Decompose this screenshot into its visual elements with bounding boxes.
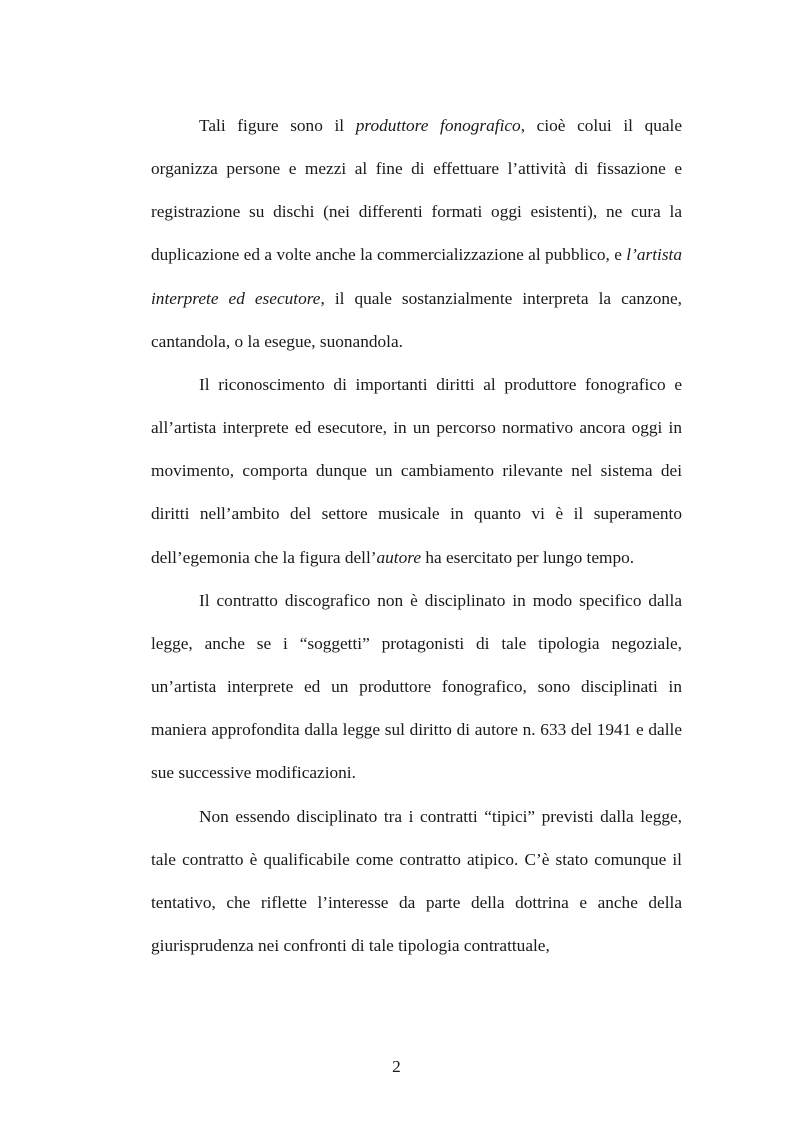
italic-term: produttore fonografico [355,116,521,135]
text-body [151,104,682,967]
page-number: 2 [392,1057,401,1076]
paragraph [151,795,682,968]
paragraph [151,104,682,363]
text-run: Tali figure sono il [199,116,356,135]
text-run: Il riconoscimento di importanti diritti al produttore fonografico e all’artista interprete ed esecutore, in un percorso normativo ancora oggi in movimento, comporta dunque un cambiamento rilevante nel sistema dei diritti nell’ambito del settore musicale in quanto vi è il superamento dell’egemonia che la figura dell’ [151,374,682,567]
paragraph [151,579,682,795]
text-run: ha esercitato per lungo tempo. [421,547,635,567]
text-run: , il quale sostanzialmente interpreta la canzone, cantandola, o la esegue, suonandola. [151,288,682,351]
paragraph [151,363,682,579]
italic-term: autore [376,547,421,567]
text-run: Non essendo disciplinato tra i contratti “tipici” previsti dalla legge, tale contratto è qualificabile come contratto atipico. C’è stato comunque il tentativo, che riflette l’interesse da parte della dottrina e anche della giurisprudenza nei confronti di tale tipologia contrattuale, [151,806,682,955]
text-run: Il contratto discografico non è disciplinato in modo specifico dalla legge, anche se i “soggetti” protagonisti di tale tipologia negoziale, un’artista interprete ed un produttore fonografico, sono disciplinati in maniera approfondita dalla legge sul diritto di autore n. 633 del 1941 e dalle sue successive modificazioni. [151,590,682,783]
italic-term: l’artista interprete ed esecutore [151,245,682,308]
text-run: , cioè colui il quale organizza persone e mezzi al fine di effettuare l’attività di fissazione e registrazione su dischi (nei differenti formati oggi esistenti), ne cura la duplicazione ed a volte anche la commercializzazione al pubblico, e [151,116,683,265]
